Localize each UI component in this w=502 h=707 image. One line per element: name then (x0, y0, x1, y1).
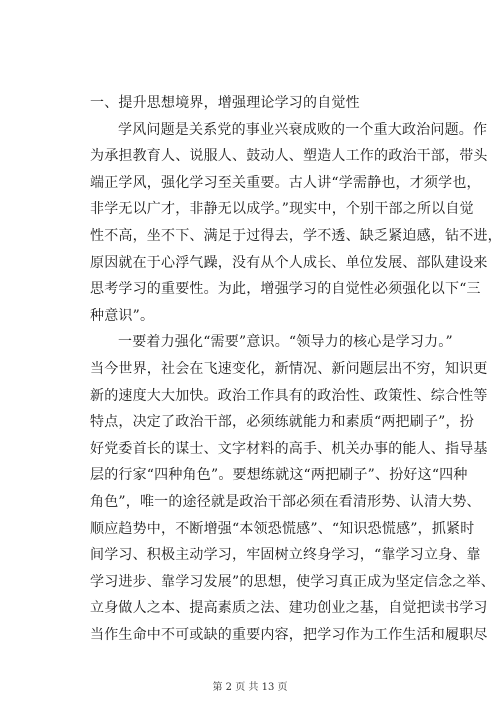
paragraph-line: 种意识”。 (90, 307, 155, 324)
document-body (90, 90, 502, 648)
paragraph-line: 角色”，唯一的途径就是政治干部必须在看清形势、认清大势、 (90, 493, 481, 510)
paragraph-line: 一要着力强化“需要”意识。“领导力的核心是学习力。” (118, 334, 453, 351)
paragraph-line: 非学无以广才，非静无以成学。”现实中，个别干部之所以自觉 (90, 201, 474, 218)
paragraph-line: 学风问题是关系党的事业兴衰成败的一个重大政治问题。作 (118, 121, 488, 138)
paragraph-line: 顺应趋势中，不断增强“本领恐慌感”、“知识恐慌感”，抓紧时 (90, 520, 475, 537)
section-heading: 一、提升思想境界，增强理论学习的自觉性 (90, 95, 360, 111)
paragraph-line: 原因就在于心浮气躁，没有从个人成长、单位发展、部队建设来 (90, 254, 488, 271)
paragraph-line: 特点，决定了政治干部，必须练就能力和素质“两把刷子”，扮 (90, 414, 474, 431)
paragraph-line: 层的行家“四种角色”。要想练就这“两把刷子”、扮好这“四种 (90, 467, 468, 484)
paragraph-line: 当作生命中不可或缺的重要内容，把学习作为工作生活和履职尽 (90, 626, 488, 643)
paragraph-line: 间学习、积极主动学习，牢固树立终身学习，“靠学习立身、靠 (90, 547, 481, 564)
paragraph-line: 当今世界，社会在飞速变化，新情况、新问题层出不穷，知识更 (90, 360, 488, 377)
paragraph-line: 思考学习的重要性。为此，增强学习的自觉性必须强化以下“三 (90, 281, 481, 298)
paragraph-line: 性不高，坐不下、满足于过得去，学不透、缺乏紧迫感，钻不进， (90, 227, 502, 244)
paragraph-line: 好党委首长的谋士、文字材料的高手、机关办事的能人、指导基 (90, 440, 488, 457)
page-footer: 第 2 页 共 13 页 (212, 682, 288, 693)
paragraph-line: 立身做人之本、提高素质之法、建功创业之基，自觉把读书学习 (90, 600, 488, 617)
paragraph-line: 新的速度大大加快。政治工作具有的政治性、政策性、综合性等 (90, 387, 488, 404)
paragraph-line: 学习进步、靠学习发展”的思想，使学习真正成为坚定信念之举、 (90, 573, 495, 590)
paragraph-line: 端正学风，强化学习至关重要。古人讲“学需静也，才须学也， (90, 174, 481, 191)
paragraph-line: 为承担教育人、说服人、鼓动人、塑造人工作的政治干部，带头 (90, 148, 488, 165)
